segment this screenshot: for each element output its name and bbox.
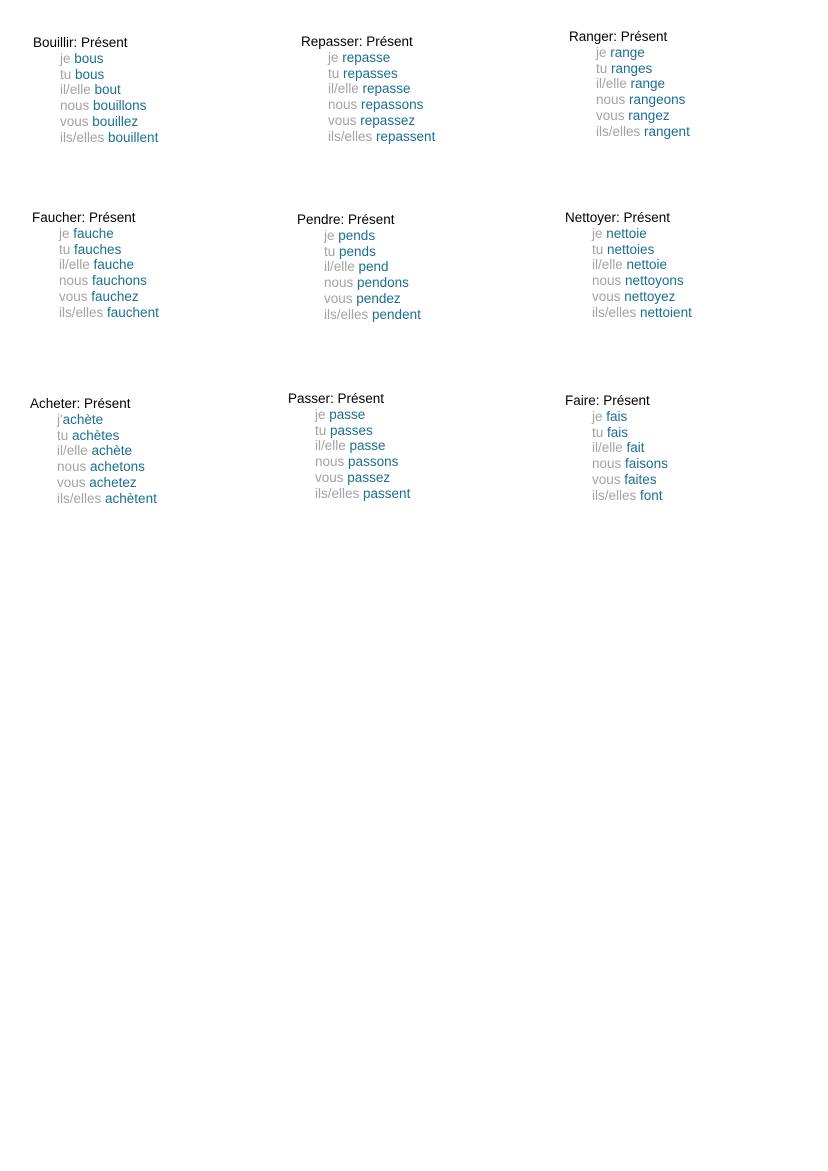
conjugation-line [315, 438, 518, 454]
verb-form: ranges [611, 60, 653, 76]
conjugation-line [57, 459, 260, 475]
pronoun: il/elle [596, 76, 627, 92]
verb-form: passe [329, 407, 366, 422]
pronoun: vous [592, 471, 621, 487]
verb-form: pends [338, 228, 376, 243]
conjugation-line [596, 76, 799, 92]
verb-form: passent [363, 485, 411, 501]
conjugation-list [32, 226, 262, 320]
pronoun: il/elle [592, 440, 623, 456]
conjugation-line [328, 97, 531, 113]
pronoun: nous [324, 275, 354, 291]
pronoun: ils/elles [596, 123, 641, 139]
conjugation-line [57, 443, 260, 459]
verb-form: range [630, 76, 666, 92]
conjugation-line [328, 66, 531, 82]
conjugation-line [596, 92, 799, 108]
pronoun: ils/elles [328, 128, 373, 144]
pronoun: je [592, 226, 603, 241]
verb-form: nettoyons [625, 273, 684, 289]
conjugation-block-ranger [569, 29, 799, 139]
conjugation-list [565, 409, 795, 503]
pronoun: je [596, 45, 607, 60]
conjugation-line [596, 45, 799, 61]
verb-form: bouillent [108, 129, 159, 145]
verb-form: pendent [372, 306, 421, 322]
conjugation-list [301, 50, 531, 144]
conjugation-line [315, 486, 518, 502]
conjugation-line [592, 440, 795, 456]
verb-form: bout [94, 82, 121, 98]
conjugation-line [324, 291, 527, 307]
verb-form: rangent [644, 123, 690, 139]
verb-form: passez [347, 469, 391, 485]
verb-form: achetons [90, 459, 145, 475]
conjugation-line [328, 50, 531, 66]
conjugation-title: Repasser: Présent [301, 34, 413, 49]
verb-form: nettoie [606, 226, 647, 241]
conjugation-line [59, 305, 262, 321]
conjugation-block-faucher [32, 210, 262, 320]
pronoun: il/elle [60, 82, 91, 98]
conjugation-line [328, 81, 531, 97]
verb-form: pends [339, 243, 376, 259]
conjugation-title: Pendre: Présent [297, 212, 395, 227]
conjugation-line [592, 305, 795, 321]
conjugation-line [592, 425, 795, 441]
verb-form: fais [607, 424, 629, 440]
pronoun: nous [59, 273, 89, 289]
verb-form: passes [330, 422, 373, 438]
conjugation-line [592, 242, 795, 258]
pronoun: il/elle [328, 81, 359, 97]
conjugation-line [315, 454, 518, 470]
conjugation-line [60, 51, 263, 67]
pronoun: vous [324, 290, 353, 306]
conjugation-line [324, 275, 527, 291]
pronoun: tu [592, 241, 604, 257]
pronoun: ils/elles [315, 485, 360, 501]
pronoun: il/elle [59, 257, 90, 273]
pronoun: vous [592, 288, 621, 304]
verb-form: bouillez [92, 113, 139, 129]
conjugation-line [57, 428, 260, 444]
verb-form: rangez [628, 107, 670, 123]
pronoun: je [328, 50, 339, 65]
conjugation-line [59, 273, 262, 289]
conjugation-line [328, 129, 531, 145]
conjugation-line [592, 472, 795, 488]
pronoun: tu [57, 427, 69, 443]
verb-form: pend [358, 259, 389, 275]
verb-form: repassez [360, 112, 416, 128]
conjugation-line [592, 456, 795, 472]
conjugation-block-acheter [30, 396, 260, 506]
verb-form: fauchons [92, 273, 147, 289]
conjugation-line [60, 82, 263, 98]
conjugation-list [33, 51, 263, 145]
conjugation-line [315, 423, 518, 439]
conjugation-title: Bouillir: Présent [33, 35, 128, 50]
verb-form: fauchent [107, 304, 159, 320]
verb-form: fauches [74, 241, 122, 257]
pronoun: il/elle [592, 257, 623, 273]
conjugation-line [324, 228, 527, 244]
verb-form: range [610, 45, 645, 60]
conjugation-line [328, 113, 531, 129]
conjugation-block-faire [565, 393, 795, 503]
pronoun: vous [596, 107, 625, 123]
conjugation-line [324, 259, 527, 275]
pronoun: il/elle [324, 259, 355, 275]
verb-form: achète [62, 412, 104, 427]
conjugation-line [592, 273, 795, 289]
pronoun: tu [60, 66, 72, 82]
verb-form: nettoyez [624, 288, 676, 304]
verb-form: pendons [357, 275, 409, 291]
pronoun: tu [315, 422, 327, 438]
conjugation-title: Faire: Présent [565, 393, 650, 408]
conjugation-list [565, 226, 795, 320]
pronoun: je [60, 51, 71, 66]
conjugation-line [592, 488, 795, 504]
pronoun: tu [328, 65, 340, 81]
pronoun: je [59, 226, 70, 241]
pronoun: ils/elles [592, 487, 637, 503]
verb-form: fais [606, 409, 628, 424]
pronoun: je [592, 409, 603, 424]
conjugation-line [596, 108, 799, 124]
verb-form: fauche [93, 257, 135, 273]
verb-form: achètes [72, 427, 120, 443]
pronoun: vous [57, 474, 86, 490]
conjugation-list [288, 407, 518, 501]
conjugation-list [30, 412, 260, 506]
verb-form: repassons [361, 97, 424, 113]
conjugation-line [592, 409, 795, 425]
conjugation-line [596, 124, 799, 140]
pronoun: nous [592, 273, 622, 289]
pronoun: ils/elles [59, 304, 104, 320]
conjugation-line [59, 242, 262, 258]
conjugation-title: Nettoyer: Présent [565, 210, 671, 225]
verb-form: fauche [73, 226, 114, 241]
pronoun: ils/elles [324, 306, 369, 322]
pronoun: nous [592, 456, 622, 472]
pronoun: tu [592, 424, 604, 440]
conjugation-line [592, 289, 795, 305]
pronoun: je [315, 407, 326, 422]
verb-form: pendez [356, 290, 401, 306]
verb-form: fait [626, 440, 645, 456]
pronoun: ils/elles [57, 490, 102, 506]
pronoun: vous [328, 112, 357, 128]
conjugation-line [592, 226, 795, 242]
conjugation-line [596, 61, 799, 77]
pronoun: nous [57, 459, 87, 475]
conjugation-title: Ranger: Présent [569, 29, 668, 44]
verb-form: passons [348, 454, 399, 470]
conjugation-line [57, 412, 260, 428]
conjugation-line [60, 130, 263, 146]
conjugation-title: Passer: Présent [288, 391, 385, 406]
verb-form: repassent [376, 128, 436, 144]
pronoun: tu [324, 243, 336, 259]
conjugation-block-pendre [297, 212, 527, 322]
pronoun: ils/elles [592, 304, 637, 320]
verb-form: repasse [362, 81, 411, 97]
pronoun: il/elle [57, 443, 88, 459]
pronoun: j' [57, 412, 63, 427]
verb-form: fauchez [91, 288, 139, 304]
conjugation-block-repasser [301, 34, 531, 144]
conjugation-line [57, 475, 260, 491]
verb-form: nettoie [626, 257, 668, 273]
verb-form: bouillons [93, 98, 147, 114]
verb-form: passe [349, 438, 386, 454]
pronoun: tu [596, 60, 608, 76]
verb-form: rangeons [629, 92, 686, 108]
verb-form: nettoies [607, 241, 655, 257]
conjugation-line [59, 289, 262, 305]
verb-form: font [640, 487, 663, 503]
conjugation-list [569, 45, 799, 139]
pronoun: vous [60, 113, 89, 129]
conjugation-list [297, 228, 527, 322]
conjugation-line [315, 407, 518, 423]
conjugation-line [60, 114, 263, 130]
conjugation-line [57, 491, 260, 507]
conjugation-line [592, 257, 795, 273]
verb-form: achetez [89, 474, 137, 490]
verb-form: nettoient [640, 304, 692, 320]
conjugation-block-nettoyer [565, 210, 795, 320]
pronoun: vous [315, 469, 344, 485]
pronoun: ils/elles [60, 129, 105, 145]
verb-form: bous [75, 66, 105, 82]
pronoun: il/elle [315, 438, 346, 454]
verb-form: achète [91, 443, 133, 459]
conjugation-block-passer [288, 391, 518, 501]
pronoun: je [324, 228, 335, 243]
verb-form: repasses [343, 65, 398, 81]
pronoun: nous [60, 98, 90, 114]
conjugation-title: Faucher: Présent [32, 210, 136, 225]
conjugation-line [324, 307, 527, 323]
verb-form: faites [624, 471, 657, 487]
conjugation-line [60, 67, 263, 83]
conjugation-line [315, 470, 518, 486]
pronoun: nous [315, 454, 345, 470]
conjugation-line [59, 257, 262, 273]
conjugation-line [59, 226, 262, 242]
verb-form: achètent [105, 490, 157, 506]
verb-form: bous [74, 51, 104, 66]
pronoun: tu [59, 241, 71, 257]
pronoun: vous [59, 288, 88, 304]
pronoun: nous [328, 97, 358, 113]
conjugation-title: Acheter: Présent [30, 396, 131, 411]
verb-form: faisons [625, 456, 668, 472]
conjugation-line [324, 244, 527, 260]
conjugation-line [60, 98, 263, 114]
pronoun: nous [596, 92, 626, 108]
verb-form: repasse [342, 50, 391, 65]
conjugation-block-bouillir [33, 35, 263, 145]
